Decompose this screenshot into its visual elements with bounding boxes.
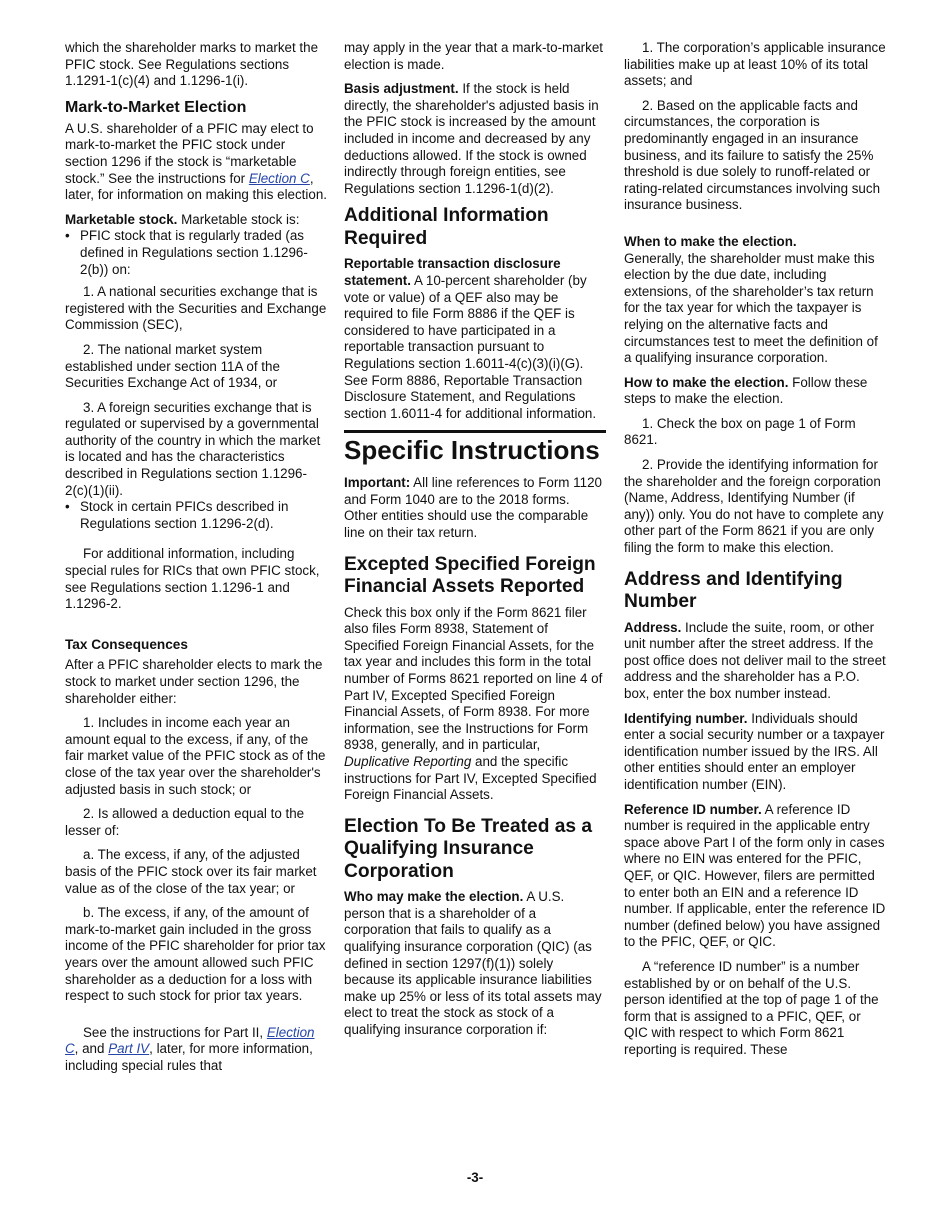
list-item: 3. A foreign securities exchange that is regulated or supervised by a governmental authority of the country in which the market is located and has the characteristics described in Regulations section 1.1296-2(c)(1)(ii).	[65, 399, 321, 498]
paragraph-basis-adjustment: Basis adjustment. If the stock is held directly, the shareholder's adjusted basis in the PFIC stock is increased by the amount included in income and decreased by any deductions allowed. If the stock is owned indirectly through foreign entities, see Regulations section 1.1296-1(d)(2).	[344, 81, 599, 196]
list-item: 2. The national market system established under section 11A of the Securities Exchange Act of 1934, or	[65, 341, 280, 391]
list-item: 1. Includes in income each year an amount equal to the excess, if any, of the fair market value of the PFIC stock as of the close of the tax year over the shareholder's adjusted basis in such stock; or	[65, 715, 326, 797]
heading-address-identifying-number: Address and Identifying Number	[624, 568, 843, 613]
list-item: b. The excess, if any, of the amount of mark-to-market gain included in the gross income of the PFIC shareholder for prior tax years over the amount allowed such PFIC shareholder as a deduction for a loss with respect to such stock for prior tax years.	[65, 905, 326, 1004]
heading-excepted-assets: Excepted Specified Foreign Financial Assets Reported	[344, 553, 596, 598]
list-item: 2. Provide the identifying information for the shareholder and the foreign corporation (Name, Address, Identifying Number (if any)) only. You do not have to complete any other part of the Form 8621 if you are only filing the form to make this election.	[624, 457, 884, 556]
list-item: 1. A national securities exchange that is registered with the Securities and Exchange Commission (SEC),	[65, 284, 327, 333]
list-item: a. The excess, if any, of the adjusted basis of the PFIC stock over its fair market value as of the close of the tax year; or	[65, 847, 317, 896]
paragraph-reference-id: Reference ID number. A reference ID number is required in the applicable entry space above Part I of the form only in cases where no EIN was entered for the PFIC, QEF, or QIC. However, filers are permitted to enter both an EIN and a reference ID number. If applicable, enter the reference ID number (defined below) you have assigned to the PFIC, QEF, or QIC.	[624, 801, 886, 950]
column-right	[624, 40, 886, 1066]
paragraph-address: Address. Include the suite, room, or other unit number after the street address. If the post office does not deliver mail to the street address and the shareholder has a P.O. box, enter the box number instead.	[624, 619, 886, 701]
bullet-item: • Stock in certain PFICs described in Regulations section 1.1296-2(d).	[65, 499, 289, 531]
link-election-c[interactable]: Election C	[248, 170, 310, 186]
bullet-icon: •	[65, 228, 70, 244]
paragraph-how-to-elect: How to make the election. Follow these steps to make the election.	[624, 374, 868, 407]
list-item: 1. The corporation’s applicable insurance liabilities make up at least 10% of its total assets; and	[624, 40, 886, 89]
paragraph-tax: After a PFIC shareholder elects to mark the stock to market under section 1296, the shareholder either:	[65, 657, 323, 706]
paragraph-important: Important: All line references to Form 1120 and Form 1040 are to the 2018 forms. Other entities should use the comparable line on their tax return.	[344, 475, 602, 541]
list-item: 2. Based on the applicable facts and circumstances, the corporation is predominantly engaged in an insurance business, and its failure to satisfy the 25% threshold is due solely to runoff-related or rating-related circumstances involving such insurance business.	[624, 97, 881, 213]
paragraph-additional-info: For additional information, including special rules for RICs that own PFIC stock, see Regulations section 1.1296-1 and 1.1296-2.	[65, 546, 320, 612]
heading-qic-election: Election To Be Treated as a Qualifying Insurance Corporation	[344, 815, 593, 882]
paragraph-marketable-stock: Marketable stock. Marketable stock is:	[65, 211, 300, 227]
paragraph-identifying-number: Identifying number. Individuals should enter a social security number or a taxpayer identification number issued by the IRS. All other entities should enter an employer identification number (EIN).	[624, 710, 885, 792]
bullet-icon: •	[65, 499, 70, 515]
column-middle	[344, 40, 606, 1047]
heading-tax-consequences: Tax Consequences	[65, 636, 188, 652]
link-part-iv[interactable]: Part IV	[108, 1041, 150, 1057]
paragraph-when-to-elect: When to make the election. Generally, the shareholder must make this election by the due date, including extensions, of the shareholder’s tax return for the tax year for which the taxpayer is relying on the alternative facts and circumstances test to meet the definition of a qualifying insurance corporation.	[624, 233, 878, 366]
paragraph-reportable-transaction: Reportable transaction disclosure statement. A 10-percent shareholder (by vote or value) of a QEF also may be required to file Form 8886 if the QEF is considered to have participated in a reportable transaction pursuant to Regulations section 1.6011-4(c)(3)(i)(G). See Form 8886, Reportable Transaction Disclosure Statement, and Regulations section 1.6011-4 for additional information.	[344, 256, 597, 421]
list-item: 2. Is allowed a deduction equal to the lesser of:	[65, 806, 305, 838]
heading-mark-to-market-election: Mark-to-Market Election	[65, 98, 247, 116]
page-number: -3-	[466, 1170, 484, 1185]
paragraph-excepted-assets: Check this box only if the Form 8621 filer also files Form 8938, Statement of Specified Foreign Financial Assets, for the tax year and includes this form in the total number of Forms 8621 reported on line 4 of Part IV, Excepted Specified Foreign Financial Assets, of Form 8938. For more information, see the Instructions for Form 8938, generally, and in particular, Duplicative Reporting and the specific instructions for Part IV, Excepted Specified Foreign Financial Assets.	[344, 604, 603, 803]
paragraph-see-instructions: See the instructions for Part II, Election C, and Part IV, later, for more information, including special rules that	[65, 1024, 315, 1073]
paragraph-continuation: may apply in the year that a mark-to-market election is made.	[344, 40, 603, 72]
list-item: 1. Check the box on page 1 of Form 8621.	[624, 415, 856, 448]
link-election-c[interactable]: Election C	[65, 1024, 315, 1057]
bullet-item: • PFIC stock that is regularly traded (as defined in Regulations section 1.1296-2(b)) on:	[65, 228, 308, 277]
heading-additional-information: Additional Information Required	[344, 205, 549, 249]
paragraph-who-may-elect: Who may make the election. A U.S. person that is a shareholder of a corporation that fails to qualify as a qualifying insurance corporation (QIC) (as defined in section 1297(f)(1)) solely because its applicable insurance liabilities make up 25% or less of its total assets may elect to treat the stock as stock of a qualifying insurance corporation if:	[344, 889, 602, 1038]
paragraph-continuation: which the shareholder marks to market the PFIC stock. See Regulations sections 1.1291-1(c)(4) and 1.1296-1(i).	[65, 40, 319, 89]
column-left	[65, 40, 327, 1082]
paragraph-reference-id-definition: A “reference ID number” is a number established by or on behalf of the U.S. person identified at the top of page 1 of the form that is assigned to a PFIC, QEF, or QIC with respect to which Form 8621 reporting is required. These	[624, 958, 879, 1057]
paragraph-mtm-intro: A U.S. shareholder of a PFIC may elect to mark-to-market the PFIC stock under section 1296 if the stock is “marketable stock.” See the instructions for Election C, later, for information on making this election.	[65, 120, 327, 203]
heading-specific-instructions: Specific Instructions	[344, 430, 606, 465]
